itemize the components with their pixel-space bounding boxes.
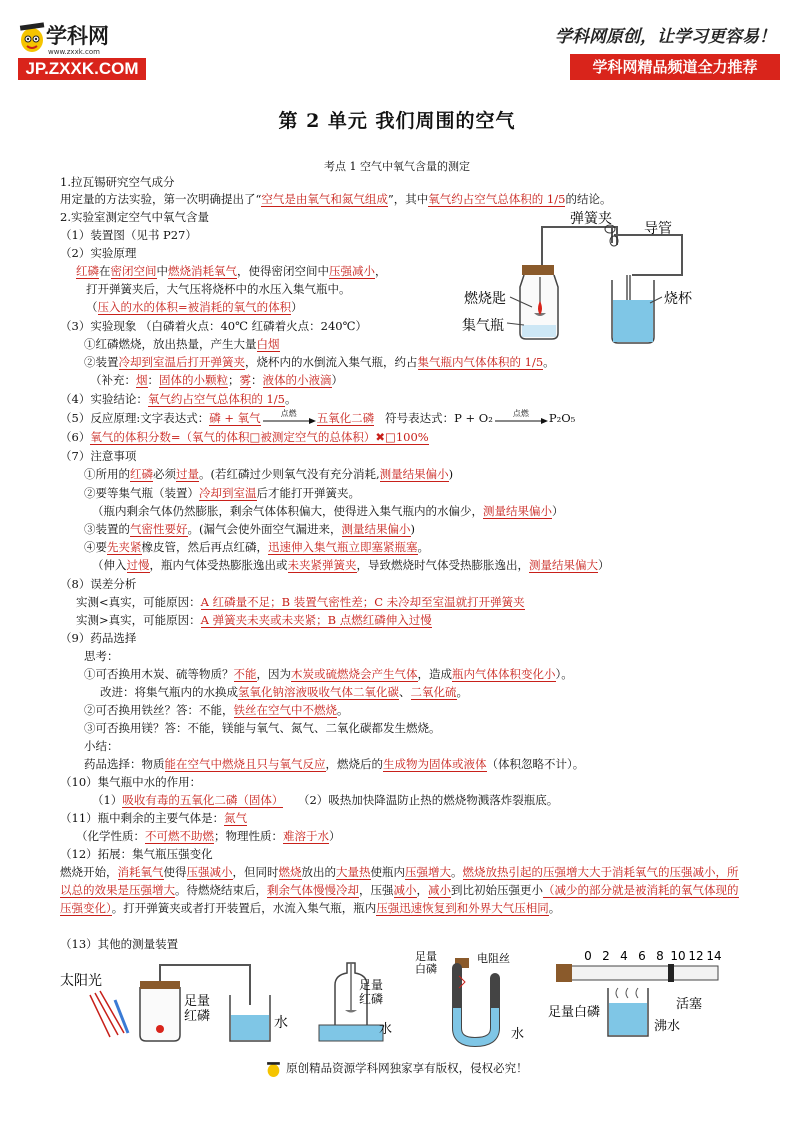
label-phos-2: 足量红磷 bbox=[359, 978, 384, 1006]
label-sunlight: 太阳光 bbox=[60, 973, 102, 989]
summary-text: 药品选择：物质能在空气中燃烧且只与氧气反应，燃烧后的生成物为固体或液体（体积忽略不计）。 bbox=[84, 757, 585, 771]
header-banner: 学科网精品频道全力推荐 bbox=[570, 54, 780, 80]
obs-3: （补充：烟：固体的小颗粒；雾：液体的小液滴） bbox=[90, 373, 343, 387]
q-1b: 改进：将集气瓶内的水换成氢氧化钠溶液吸收气体二氧化碳、二氧化硫。 bbox=[100, 685, 468, 699]
water-role: （1）吸收有毒的五氧化二磷（固体） （2）吸热加快降温防止热的燃烧物溅落炸裂瓶底。 bbox=[92, 793, 559, 807]
note-4: ④要先夹紧橡皮管，然后再点红磷，迅速伸入集气瓶立即塞紧瓶塞。 bbox=[84, 540, 429, 554]
s2-l4: （4）实验结论：氧气约占空气总体积的 1/5。 bbox=[60, 392, 297, 406]
footer-text: 原创精品资源学科网独家享有版权，侵权必究！ bbox=[286, 1061, 528, 1075]
note-1: ①所用的红磷必须过量。(若红磷过少则氧气没有充分消耗,测量结果偏小) bbox=[84, 467, 454, 481]
logo-url[interactable]: JP.ZXXK.COM bbox=[18, 58, 146, 80]
syringe-tick-label: 6 bbox=[638, 949, 646, 963]
logo-text: 学科网 bbox=[46, 24, 109, 48]
label-water-1: 水 bbox=[274, 1015, 288, 1031]
think-label: 思考： bbox=[84, 649, 119, 663]
slogan: 学科网原创，让学习更容易！ bbox=[555, 27, 776, 47]
label-piston: 活塞 bbox=[676, 997, 703, 1012]
mascot-icon bbox=[18, 20, 48, 54]
label-boil: 沸水 bbox=[654, 1019, 681, 1034]
label-beaker: 烧杯 bbox=[664, 291, 692, 307]
principle-line-1: 红磷在密闭空间中燃烧消耗氧气，使得密闭空间中压强减小， bbox=[76, 264, 387, 278]
obs-1: ①红磷燃烧，放出热量，产生大量白烟 bbox=[84, 337, 280, 351]
note-2b: （瓶内剩余气体仍然膨胀，剩余气体体积偏大，使得进入集气瓶内的水偏少，测量结果偏小） bbox=[92, 504, 564, 518]
syringe-tick-label: 12 bbox=[688, 949, 704, 963]
note-3: ③装置的气密性要好。(漏气会使外面空气漏进来，测量结果偏小) bbox=[84, 522, 415, 536]
logo-sub: www.zxxk.com bbox=[48, 48, 100, 56]
s2-l3: （3）实验现象 （白磷着火点：40℃ 红磷着火点：240℃） bbox=[60, 319, 367, 333]
piston bbox=[668, 964, 674, 982]
note-4b: （伸入过慢，瓶内气体受热膨胀逸出或未夹紧弹簧夹，导致燃烧时气体受热膨胀逸出，测量结果偏大） bbox=[92, 558, 610, 572]
arrow-icon bbox=[261, 418, 317, 424]
label-phos-3: 足量白磷 bbox=[415, 950, 437, 976]
arrow-icon bbox=[493, 418, 549, 424]
s2-l2: （2）实验原理 bbox=[60, 246, 137, 260]
apparatus-figure bbox=[462, 205, 732, 355]
page-title: 第 2 单元 我们周围的空气 bbox=[278, 110, 516, 132]
s2-l7: （7）注意事项 bbox=[60, 449, 137, 463]
syringe-tick-label: 8 bbox=[656, 949, 664, 963]
site-logo bbox=[18, 20, 158, 82]
figure-u-tube bbox=[415, 948, 545, 1048]
s2-l5: （5）反应原理:文字表达式：磷 + 氧气 点燃 五氧化二磷 符号表达式：P + O₂ 点燃 P₂O₅ bbox=[60, 409, 576, 425]
label-phos-1: 足量红磷 bbox=[184, 994, 211, 1024]
principle-line-3: （压入的水的体积=被消耗的氧气的体积） bbox=[86, 300, 303, 314]
s2-l13: （13）其他的测量装置 bbox=[60, 937, 179, 951]
s2-l9: （9）药品选择 bbox=[60, 631, 137, 645]
note-2: ②要等集气瓶（装置）冷却到室温后才能打开弹簧夹。 bbox=[84, 486, 360, 500]
error-1: 实测<真实，可能原因：A 红磷量不足；B 装置气密性差；C 未冷却至室温就打开弹簧夹 bbox=[76, 595, 525, 609]
syringe-tick-label: 10 bbox=[670, 949, 686, 963]
syringe-tick-label: 14 bbox=[706, 949, 722, 963]
label-water-2: 水 bbox=[379, 1022, 393, 1037]
section-2-heading: 2.实验室测定空气中氧气含量 bbox=[60, 210, 209, 224]
s2-l11b: （化学性质：不可燃不助燃；物理性质：难溶于水） bbox=[76, 829, 341, 843]
label-spoon: 燃烧匙 bbox=[464, 291, 506, 307]
label-phos-4: 足量白磷 bbox=[548, 1005, 601, 1020]
syringe-tick-label: 4 bbox=[620, 949, 628, 963]
syringe-tick-label: 2 bbox=[602, 949, 610, 963]
s2-l12: （12）拓展：集气瓶压强变化 bbox=[60, 847, 213, 861]
figure-bell-jar bbox=[315, 955, 415, 1050]
label-tube: 导管 bbox=[644, 221, 672, 237]
q-1: ①可否换用木炭、硫等物质？不能，因为木炭或硫燃烧会产生气体，造成瓶内气体体积变化小）。 bbox=[84, 667, 573, 681]
obs-2: ②装置冷却到室温后打开弹簧夹，烧杯内的水倒流入集气瓶，约占集气瓶内气体体积的 1/5。 bbox=[84, 355, 555, 369]
footer bbox=[0, 1060, 794, 1078]
section-1-heading: 1.拉瓦锡研究空气成分 bbox=[60, 175, 175, 189]
s2-l8: （8）误差分析 bbox=[60, 577, 137, 591]
principle-line-2: 打开弹簧夹后，大气压将烧杯中的水压入集气瓶中。 bbox=[86, 282, 351, 296]
q-2: ②可否换用铁丝？答：不能，铁丝在空气中不燃烧。 bbox=[84, 703, 349, 717]
stopper bbox=[522, 265, 554, 275]
s2-l1: （1）装置图（见书 P27） bbox=[60, 228, 197, 242]
section-1-text: 用定量的方法实验，第一次明确提出了“空气是由氧气和氮气组成”，其中氧气约占空气总体积的 1/5的结论。 bbox=[60, 192, 612, 206]
s2-l6: （6）氧气的体积分数=（氧气的体积□被测定空气的总体积）✖□100% bbox=[60, 430, 429, 444]
figure-syringe bbox=[548, 948, 738, 1048]
s2-l11: （11）瓶中剩余的主要气体是：氮气 bbox=[60, 811, 248, 825]
label-spring-clip: 弹簧夹 bbox=[570, 211, 612, 227]
label-water-3: 水 bbox=[511, 1027, 525, 1042]
q-3: ③可否换用镁？答：不能，镁能与氧气、氮气、二氧化碳都发生燃烧。 bbox=[84, 721, 441, 735]
syringe-tick-label: 0 bbox=[584, 949, 592, 963]
page-subtitle: 考点 1 空气中氧气含量的测定 bbox=[324, 160, 470, 173]
s2-l10: （10）集气瓶中水的作用： bbox=[60, 775, 202, 789]
summary-label: 小结： bbox=[84, 739, 119, 753]
pressure-paragraph: 燃烧开始，消耗氧气使得压强减小，但同时燃烧放出的大量热使瓶内压强增大。燃烧放热引起的压强增大大于消耗氧气的压强减小，所以总的效果是压强增大。待燃烧结束后，剩余气体慢慢冷却，压强减小，减小到比初始压强更小（减少的部分就是被消耗的氧气体现的压强变化）。打开弹簧夹或者打开装置后，水流入集气瓶，瓶内压强迅速恢复到和外界大气压相同。 bbox=[60, 865, 739, 915]
label-bottle: 集气瓶 bbox=[462, 318, 504, 334]
mascot-icon bbox=[266, 1060, 282, 1078]
label-wire: 电阻丝 bbox=[477, 952, 510, 965]
figure-sunlight bbox=[60, 955, 310, 1050]
error-2: 实测>真实，可能原因：A 弹簧夹未夹或未夹紧；B 点燃红磷伸入过慢 bbox=[76, 613, 432, 627]
